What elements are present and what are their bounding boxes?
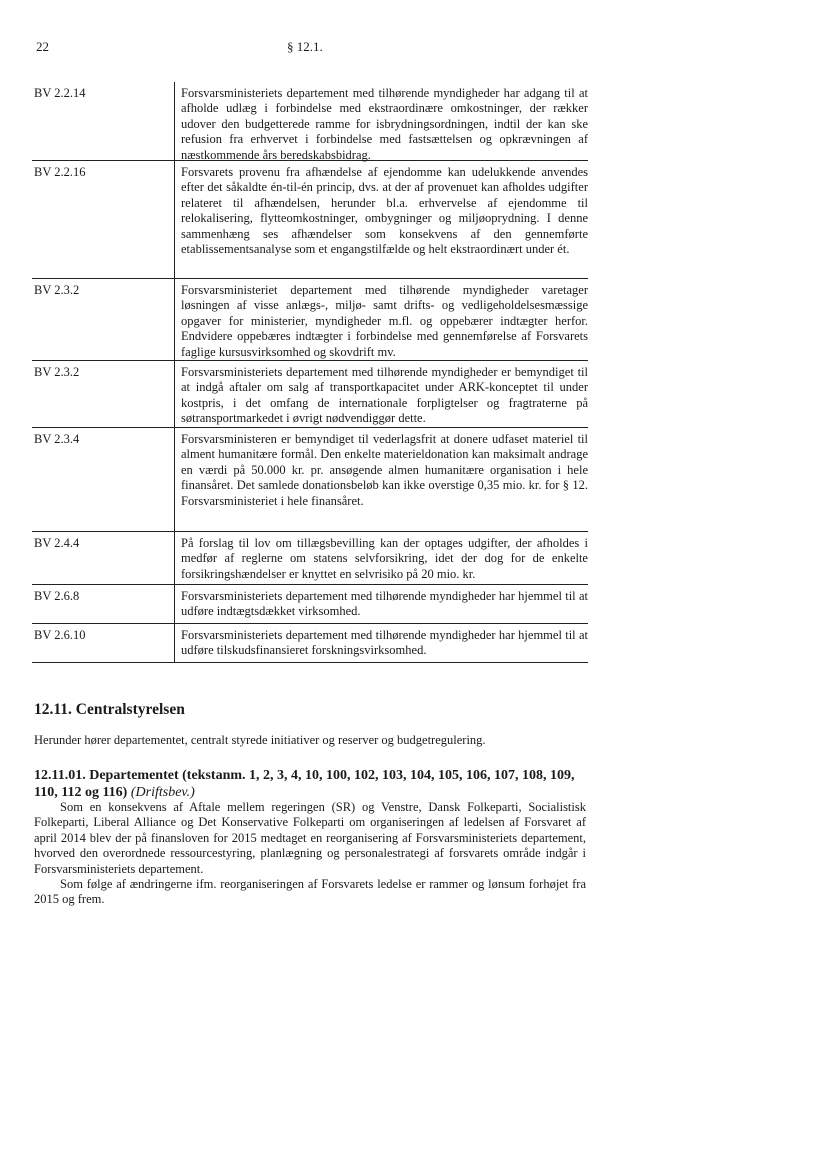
bv-row [32, 279, 588, 361]
bv-code: BV 2.6.8 [34, 589, 80, 603]
bv-text: Forsvarsministeriets departement med tilhørende myndigheder er bemyndiget til at indgå aftaler om salg af transportkapacitet under ARK-konceptet til under kostpris, i det omfang de internationale forpligtelser og fragtraterne på søtransportmarkedet i øvrigt nødvendiggør dette. [174, 361, 588, 427]
bv-text: På forslag til lov om tillægsbevilling kan der optages udgifter, der afholdes i medfør af reglerne om statens selvforsikring, idet der dog for de enkelte forsikringshændelser er knyttet en selvrisiko på 20 mio. kr. [174, 532, 588, 584]
bv-code: BV 2.2.16 [34, 165, 86, 179]
bv-text: Forsvarsministeriets departement med tilhørende myndigheder har adgang til at afholde udlæg i forbindelse med ekstraordinære omkostninger, der rækker udover den budgetterede ramme for isbrydningsordningen, indtil der kan ske refusion fra erhvervet i forbindelse med fastsættelsen og opkrævningen af næstkommende års beredskabsbidrag. [174, 82, 588, 160]
bv-row [32, 161, 588, 279]
body-paragraph: Som en konsekvens af Aftale mellem regeringen (SR) og Venstre, Dansk Folkeparti, Socialistisk Folkeparti, Liberal Alliance og Det Konservative Folkeparti om organiseringen af ledelsen af Forsvaret af april 2014 blev der på finansloven for 2015 medtaget en reorganisering af Forsvarsministeriets departement, hvorved den overordnede ressourcestyring, planlægning og personalestrategi af forsvarets område indgår i Forsvarsministeriets departement. [34, 800, 586, 876]
bv-table [32, 82, 588, 663]
subsection-title: 12.11.01. Departementet (tekstanm. 1, 2, 3, 4, 10, 100, 102, 103, 104, 105, 106, 107, 108, 109, 110, 112 og 116) [34, 768, 575, 800]
bv-text: Forsvarsministeriet departement med tilhørende myndigheder varetager løsningen af visse anlægs-, miljø- samt drifts- og vedligeholdelsesmæssige opgaver for ministerier, myndigheder m.fl. og oppebærer indtægter herfor. Endvidere oppebæres indtægter i forbindelse med gennemførelse af Forsvarets faglige kursusvirksomhed og skovdrift mv. [174, 279, 588, 360]
bv-row [32, 428, 588, 532]
bv-code: BV 2.6.10 [34, 628, 86, 642]
running-head: § 12.1. [287, 39, 323, 54]
bv-text: Forsvarsministeren er bemyndiget til vederlagsfrit at donere udfaset materiel til alment humanitære formål. Den enkelte materieldonation kan maksimalt andrage en værdi på 50.000 kr. pr. ansøgende almen humanitære organisation i hele finansåret. Det samlede donationsbeløb kan ikke overstige 0,35 mio. kr. for § 12. Forsvarsministeriet i hele finansåret. [174, 428, 588, 531]
bv-row [32, 585, 588, 624]
subsection-heading [34, 767, 586, 801]
bv-code: BV 2.2.14 [34, 86, 86, 100]
bv-code: BV 2.3.4 [34, 432, 80, 446]
bv-row [32, 624, 588, 663]
section-heading: 12.11. Centralstyrelsen [34, 701, 185, 718]
body-paragraph: Som følge af ændringerne ifm. reorganiseringen af Forsvarets ledelse er rammer og lønsum forhøjet fra 2015 og frem. [34, 877, 586, 907]
section-intro: Herunder hører departementet, centralt styrede initiativer og reserver og budgetregulering. [34, 733, 486, 747]
page-number: 22 [36, 39, 49, 54]
bv-text: Forsvarsministeriets departement med tilhørende myndigheder har hjemmel til at udføre indtægtsdækket virksomhed. [174, 585, 588, 623]
bv-row [32, 532, 588, 585]
bv-row [32, 82, 588, 161]
bv-row [32, 361, 588, 428]
bv-text: Forsvarets provenu fra afhændelse af ejendomme kan udelukkende anvendes efter det såkaldte én-til-én princip, dvs. at der af provenuet kan afholdes udgifter relateret til afhændelsen, herunder bl.a. erhvervelse af ejendomme til relokalisering, flytteomkostninger, ombygninger og miljøoprydning. I denne sammenhæng ses afhændelser som konsekvens af den gennemførte etablissementsanalyse som et engangstilfælde og helt ekstraordinært under ét. [174, 161, 588, 278]
subsection-note: (Driftsbev.) [130, 785, 195, 800]
bv-code: BV 2.4.4 [34, 536, 80, 550]
bv-code: BV 2.3.2 [34, 365, 80, 379]
bv-code: BV 2.3.2 [34, 283, 80, 297]
subsection-body [34, 800, 586, 908]
bv-text: Forsvarsministeriets departement med tilhørende myndigheder har hjemmel til at udføre tilskudsfinansieret forskningsvirksomhed. [174, 624, 588, 662]
